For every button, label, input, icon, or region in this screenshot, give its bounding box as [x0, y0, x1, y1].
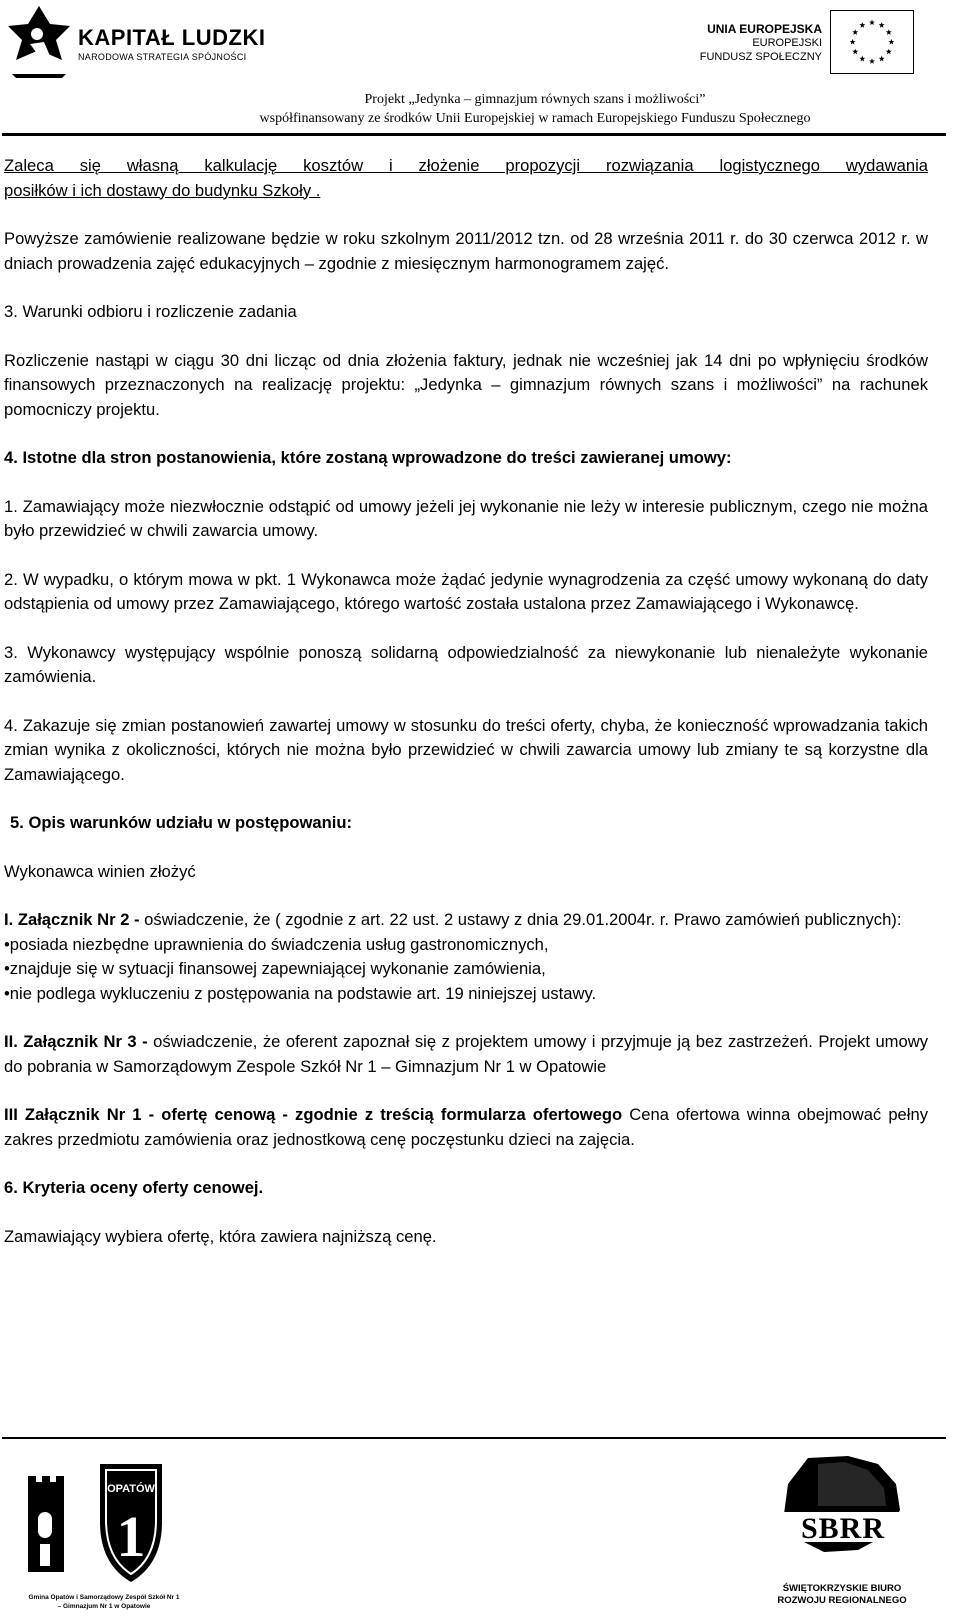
- document-body: [4, 154, 928, 1249]
- sbrr-caption-line-2: ROZWOJU REGIONALNEGO: [777, 1595, 907, 1606]
- sbrr-logo-text: SBRR: [800, 1512, 886, 1545]
- page-header: [0, 0, 960, 140]
- eu-star-icon: [852, 49, 858, 55]
- eu-star-icon: [859, 22, 865, 28]
- opatow-numeral: 1: [116, 1504, 146, 1569]
- attachment-3-text: oświadczenie, że oferent zapoznał się z projektem umowy i przyjmuje ją bez zastrzeżeń. Projekt umowy do pobrania w Samorządowym Zespole Szkół Nr 1 – Gimnazjum Nr 1 w Opatowie: [4, 1032, 929, 1076]
- eu-title: UNIA EUROPEJSKA: [707, 22, 822, 36]
- spacer: [4, 617, 928, 641]
- bullet-item-3: •nie podlega wykluczeniu z postępowania na podstawie art. 19 niniejszej ustawy.: [4, 983, 597, 1003]
- section-4-heading: 4. Istotne dla stron postanowienia, które zostaną wprowadzone do treści zawieranej umowy:: [4, 448, 732, 467]
- paragraph-schedule: Powyższe zamówienie realizowane będzie w roku szkolnym 2011/2012 tzn. od 28 września 2011 r. do 30 czerwca 2012 r. w dniach prowadzenia zajęć edukacyjnych – zgodnie z miesięcznym harmonogramem zajęć.: [4, 229, 928, 273]
- kapital-ludzki-logo-icon: [6, 4, 72, 80]
- section-4-item-3: 3. Wykonawcy występujący wspólnie ponoszą solidarną odpowiedzialność za niewykonanie lub nienależyte wykonanie zamówienia.: [4, 642, 928, 686]
- bullet-item-1: •posiada niezbędne uprawnienia do świadczenia usług gastronomicznych,: [4, 934, 549, 954]
- spacer: [4, 836, 928, 860]
- section-6-text: Zamawiający wybiera ofertę, która zawiera najniższą cenę.: [4, 1226, 437, 1246]
- eu-line-1: EUROPEJSKI: [752, 37, 822, 49]
- eu-star-icon: [886, 29, 892, 35]
- sbrr-caption-line-1: ŚWIĘTOKRZYSKIE BIURO: [782, 1583, 902, 1594]
- eu-line-2: FUNDUSZ SPOŁECZNY: [699, 51, 822, 63]
- paragraph-logistics-line-1: [4, 154, 928, 179]
- spacer: [4, 325, 928, 349]
- attachment-1-paragraph: [4, 1103, 928, 1152]
- eu-star-icon: [888, 39, 894, 45]
- eu-star-icon: [869, 20, 875, 26]
- opatow-label: OPATÓW: [107, 1483, 155, 1495]
- section-4-item-1: 1. Zamawiający może niezwłocznie odstąpić od umowy jeżeli jej wykonanie nie leży w interesie publicznym, czego nie można było przewidzieć w chwili zawarcia umowy.: [4, 496, 928, 540]
- eu-star-icon: [879, 22, 885, 28]
- attachment-3-label: II. Załącznik Nr 3 -: [4, 1032, 148, 1051]
- eu-text: [700, 22, 822, 64]
- kapital-ludzki-text: [78, 26, 265, 62]
- project-line-2: współfinansowany ze środków Unii Europejskiej w ramach Europejskiego Funduszu Społecznego: [259, 111, 811, 126]
- spacer: [4, 787, 928, 811]
- attachment-3-paragraph: [4, 1030, 928, 1079]
- paragraph-logistics-text-1: Zaleca się własną kalkulację kosztów i złożenie propozycji rozwiązania logistycznego wydawania: [4, 156, 928, 175]
- eu-star-icon: [869, 58, 875, 64]
- footer-divider: [2, 1437, 946, 1439]
- school-caption: [24, 1593, 184, 1611]
- project-info: [0, 90, 960, 128]
- attachment-2-label: I. Załącznik Nr 2 -: [4, 910, 140, 929]
- spacer: [4, 203, 928, 227]
- eu-star-icon: [852, 29, 858, 35]
- spacer: [4, 1006, 928, 1030]
- sbrr-caption: [772, 1583, 912, 1607]
- spacer: [4, 471, 928, 495]
- header-divider: [2, 133, 946, 136]
- spacer: [4, 276, 928, 300]
- spacer: [4, 1079, 928, 1103]
- project-line-1: Projekt „Jedynka – gimnazjum równych szans i możliwości”: [364, 92, 706, 107]
- section-3-heading: 3. Warunki odbioru i rozliczenie zadania: [4, 302, 297, 321]
- section-3-text: Rozliczenie nastąpi w ciągu 30 dni licząc od dnia złożenia faktury, jednak nie wcześniej jak 14 dni po wpłynięciu środków finansowych przeznaczonych na realizację projektu: „Jedynka – gimnazjum równych szans i możliwości” na rachunek pomocniczy projektu.: [4, 350, 928, 419]
- attachment-1-text: Cena ofertowa winna obejmować pełny zakres przedmiotu zamówienia oraz jednostkową cenę poczęstunku dzieci na zajęcia.: [4, 1105, 928, 1149]
- attachment-2-text: oświadczenie, że ( zgodnie z art. 22 ust. 2 ustawy z dnia 29.01.2004r. r. Prawo zamówień publicznych):: [139, 910, 902, 929]
- spacer: [4, 884, 928, 908]
- eu-flag-icon: [830, 10, 914, 74]
- bullet-item-2: •znajduje się w sytuacji finansowej zapewniającej wykonanie zamówienia,: [4, 959, 546, 978]
- school-caption-line-1: Gmina Opatów i Samorządowy Zespół Szkół Nr 1: [28, 1594, 180, 1601]
- section-5-heading: 5. Opis warunków udziału w postępowaniu:: [10, 813, 353, 832]
- kl-title: KAPITAŁ LUDZKI: [78, 25, 266, 50]
- section-4-item-2: 2. W wypadku, o którym mowa w pkt. 1 Wykonawca może żądać jedynie wynagrodzenia za część umowy wykonaną do daty odstąpienia od umowy przez Zamawiającego, którego wartość została ustalona przez Zamawiającego i Wykonawcę.: [4, 569, 928, 613]
- spacer: [4, 422, 928, 446]
- sbrr-logo-icon: [778, 1454, 908, 1556]
- section-6-heading: 6. Kryteria oceny oferty cenowej.: [4, 1178, 264, 1197]
- attachment-1-label: III Załącznik Nr 1 - ofertę cenową - zgodnie z treścią formularza ofertowego: [4, 1105, 623, 1124]
- spacer: [4, 690, 928, 714]
- eu-star-icon: [879, 56, 885, 62]
- paragraph-logistics-line-2: posiłków i ich dostawy do budynku Szkoły .: [4, 180, 321, 200]
- spacer: [4, 1201, 928, 1225]
- eu-star-icon: [850, 39, 856, 45]
- eu-star-icon: [886, 49, 892, 55]
- spacer: [4, 544, 928, 568]
- eu-star-icon: [859, 56, 865, 62]
- kl-subtitle: NARODOWA STRATEGIA SPÓJNOŚCI: [78, 52, 247, 62]
- attachment-2-paragraph: [4, 908, 928, 933]
- opatow-coat-of-arms-icon: [24, 1452, 174, 1588]
- section-4-item-4: 4. Zakazuje się zmian postanowień zawartej umowy w stosunku do treści oferty, chyba, że konieczność wprowadzania takich zmian wynika z okoliczności, których nie można było przewidzieć w chwili zawarcia umowy lub zmiany te są korzystne dla Zamawiającego.: [4, 715, 928, 784]
- spacer: [4, 1152, 928, 1176]
- school-caption-line-2: – Gimnazjum Nr 1 w Opatowie: [57, 1603, 151, 1610]
- section-5-intro: Wykonawca winien złożyć: [4, 861, 196, 881]
